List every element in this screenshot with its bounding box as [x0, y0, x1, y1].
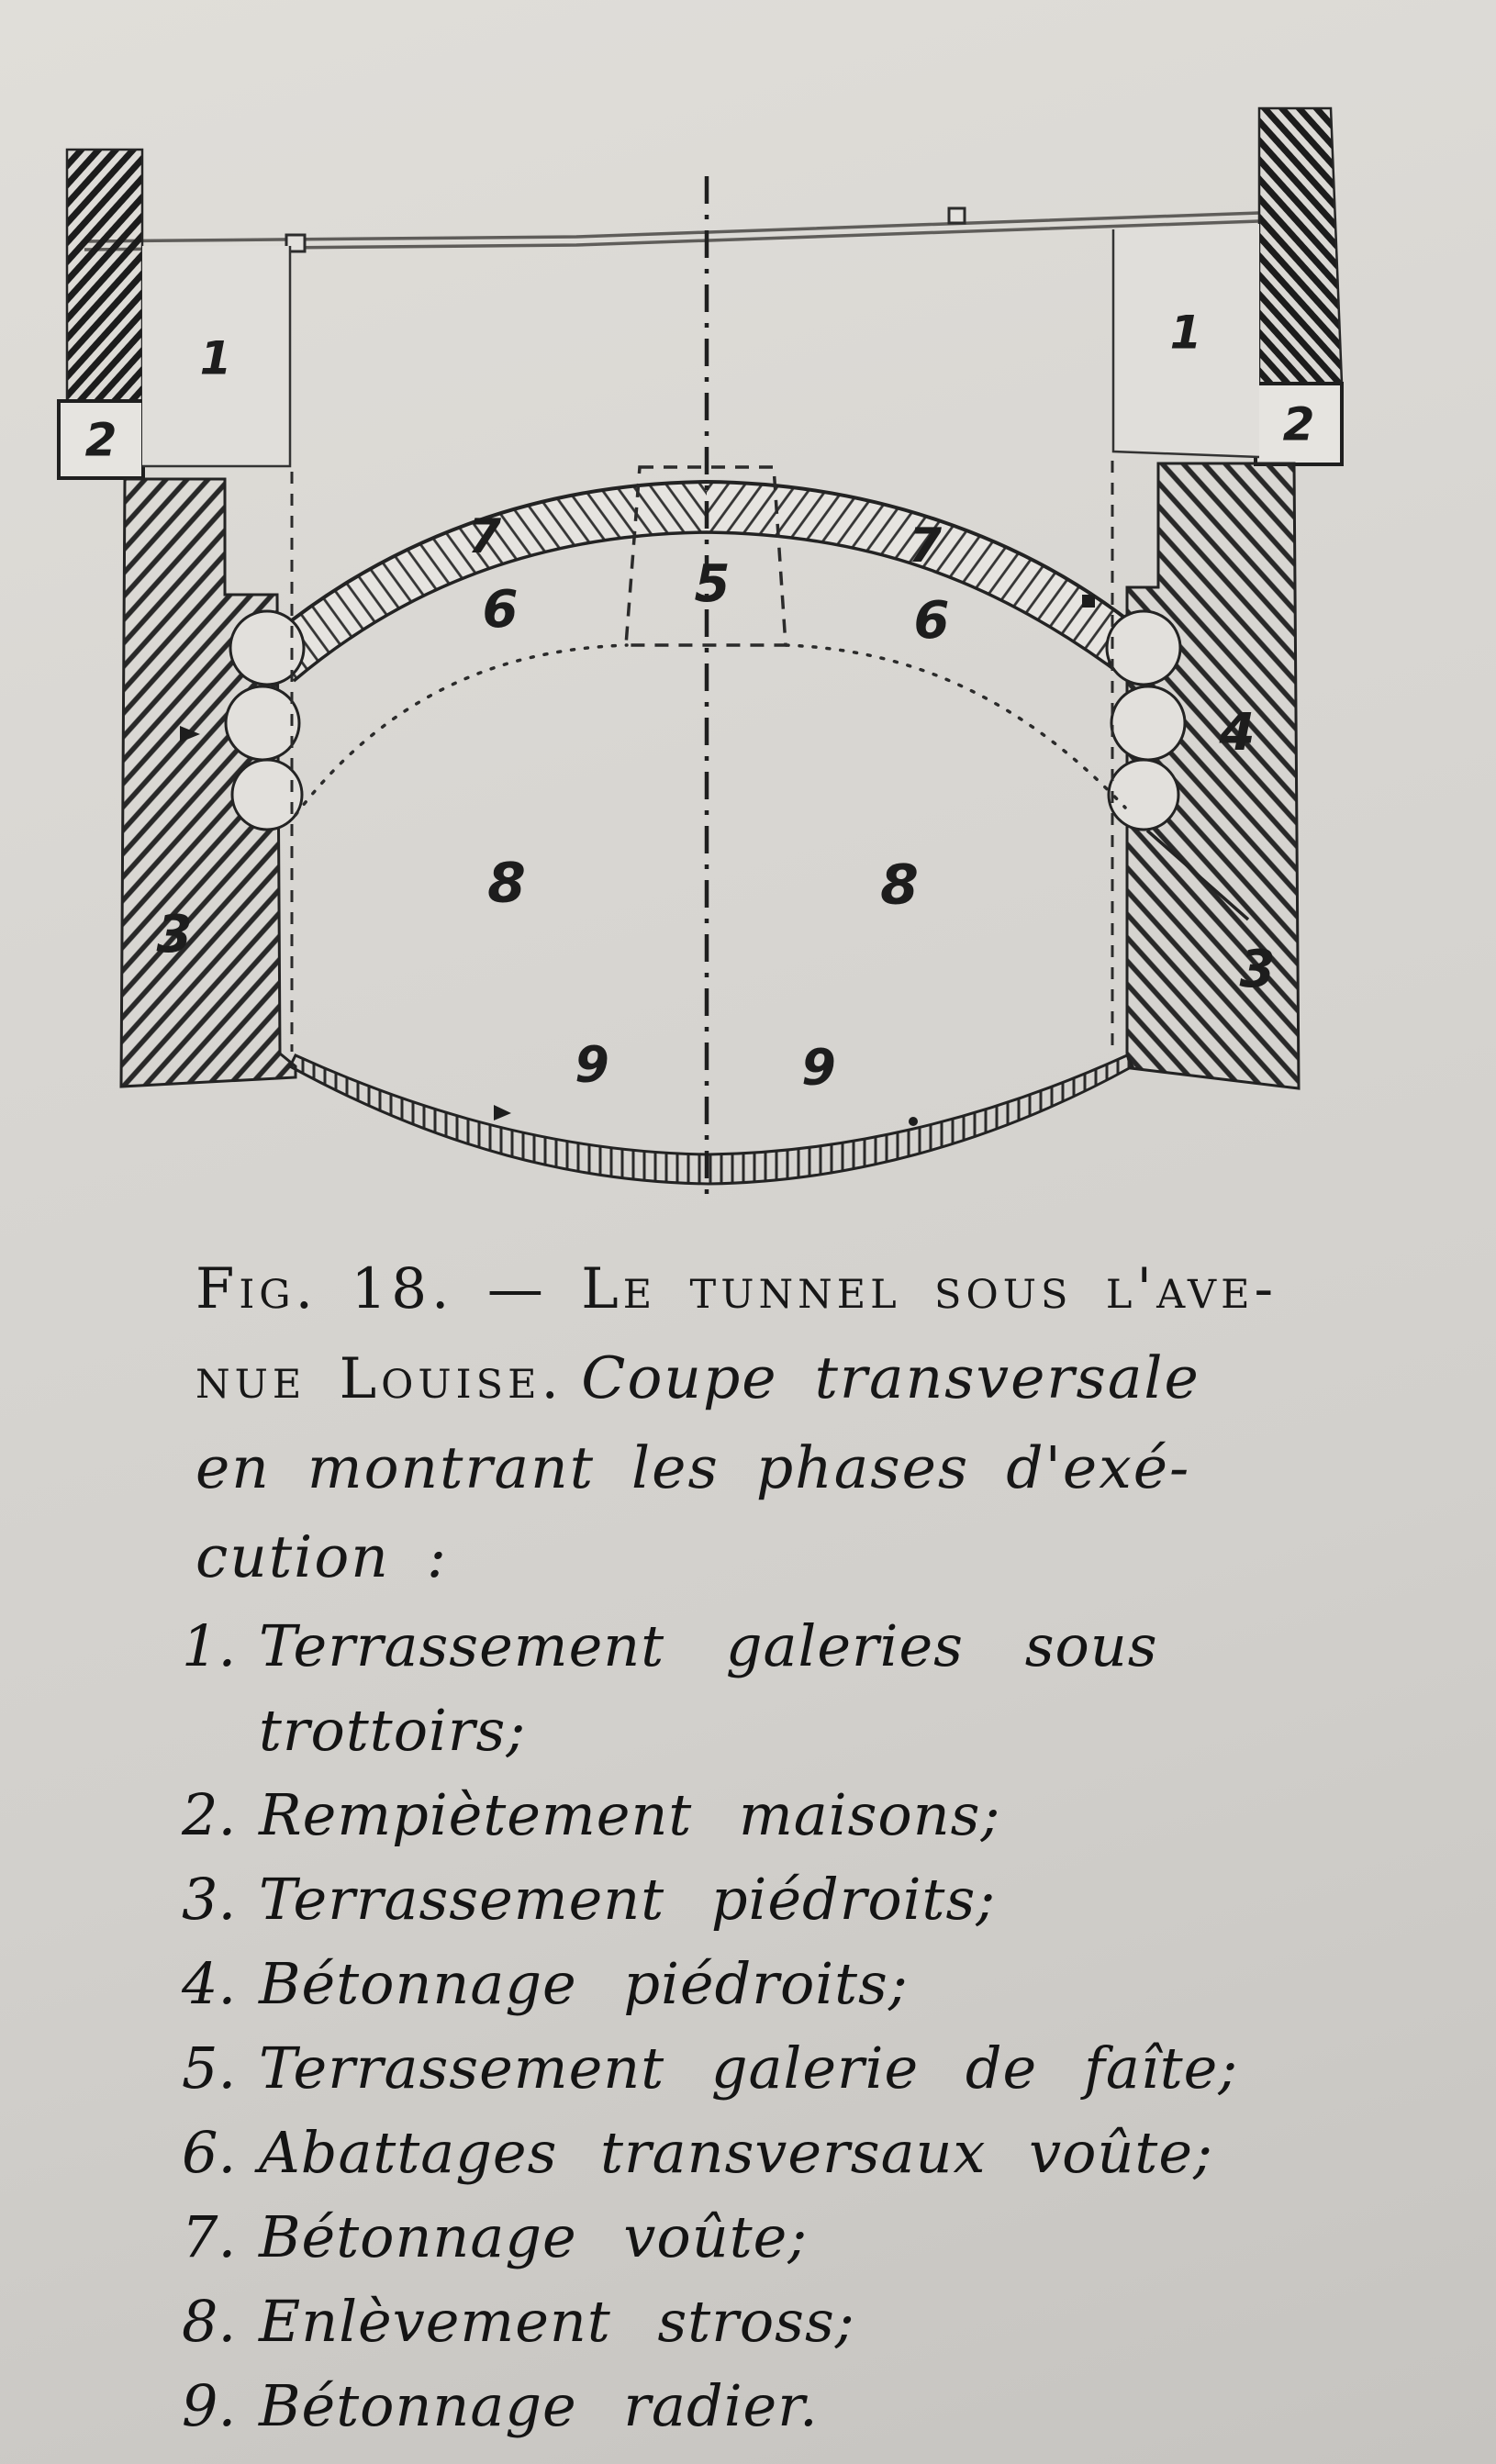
street-joint-marker-right	[949, 208, 965, 223]
label-vault-concrete-right: 7	[908, 518, 943, 574]
label-gallery-right: 1	[1169, 306, 1202, 360]
street-level-line	[84, 213, 1259, 250]
label-vault-excavation-right: 6	[913, 591, 950, 652]
invert-band	[290, 1055, 1133, 1184]
building-wall-left	[67, 150, 142, 401]
corbel-steps-right	[1107, 611, 1185, 830]
label-piedroit-excavation-right: 3	[1239, 940, 1276, 1000]
caption-line-1: Fig. 18. — Le tunnel sous l'ave-	[195, 1256, 1278, 1321]
label-piedroit-concrete-right: 4	[1219, 703, 1256, 764]
caption-line-4: cution :	[195, 1523, 449, 1590]
label-underpinning-left: 2	[84, 413, 117, 467]
caption-line-2: nue Louise. Coupe transversale	[195, 1344, 1200, 1411]
phase-item-9: 9. Bétonnage radier.	[182, 2372, 819, 2439]
phase-item-7: 7. Bétonnage voûte;	[182, 2203, 809, 2270]
label-vault-excavation-left: 6	[482, 580, 519, 641]
survey-markers	[180, 595, 1095, 1126]
phase-item-4: 4. Bétonnage piédroits;	[182, 1950, 909, 2017]
phase-item-1: 1. Terrassement galeries sous trottoirs;	[182, 1612, 1158, 1764]
phase-item-2: 2. Rempiètement maisons;	[182, 1781, 1001, 1848]
phase-item-8: 8. Enlèvement stross;	[182, 2288, 855, 2355]
phase-item-3: 3. Terrassement piédroits;	[182, 1866, 997, 1933]
building-wall-right	[1259, 108, 1342, 384]
label-invert-right: 9	[801, 1038, 836, 1097]
label-stross-right: 8	[880, 853, 919, 918]
phase-item-5: 5. Terrassement galerie de faîte;	[182, 2035, 1239, 2102]
execution-phases-list	[184, 1604, 1342, 2448]
figure-caption	[195, 1244, 1347, 1601]
tunnel-cross-section-diagram	[0, 0, 1496, 1221]
label-underpinning-right: 2	[1282, 397, 1315, 452]
label-piedroit-excavation-left: 3	[156, 905, 193, 965]
label-crown-gallery: 5	[694, 554, 731, 615]
phase-item-6: 6. Abattages transversaux voûte;	[182, 2119, 1213, 2186]
stross-boundary-dotted	[296, 645, 1125, 815]
label-gallery-left: 1	[199, 331, 232, 385]
caption-line-3: en montrant les phases d'exé-	[195, 1434, 1191, 1501]
label-invert-left: 9	[575, 1035, 609, 1094]
label-stross-left: 8	[487, 851, 526, 916]
label-vault-concrete-left: 7	[467, 509, 502, 564]
